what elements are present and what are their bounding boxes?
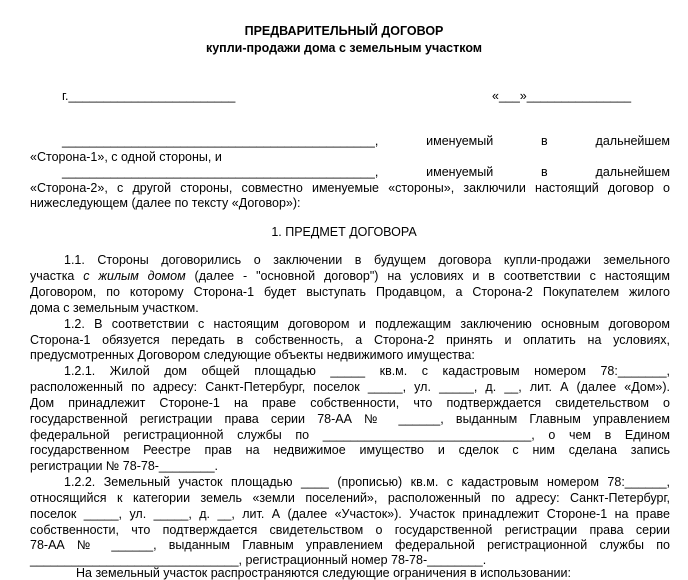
party2-cont2: нижеследующем (далее по тексту «Договор»):: [30, 196, 301, 210]
document-title: ПРЕДВАРИТЕЛЬНЫЙ ДОГОВОР: [244, 24, 444, 38]
date-field: «___»_______________: [492, 89, 632, 103]
clause-1-2-2-line1: 1.2.2. Земельный участок площадью ____ (прописью) кв.м. с кадастровым номером 78:______,: [64, 475, 670, 489]
clause-1-2-1-line3: Дом принадлежит Стороне-1 на праве собственности, что подтверждается свидетельством о: [30, 396, 670, 410]
clause-1-2-2-line2: относящийся к категории земель «земли поселений», расположенный по адресу: Санкт-Петербург,: [30, 491, 670, 505]
party1-cont: «Сторона-1», с одной стороны, и: [30, 150, 222, 164]
clause-1-2-1-line2: расположенный по адресу: Санкт-Петербург, поселок _____, ул. _____, д. __, лит. А (далее «Дом»).: [30, 380, 670, 394]
clause-1-1-line1: 1.1. Стороны договорились о заключении в будущем договора купли-продажи земельного: [64, 253, 670, 267]
clause-1-2-1-line5: федеральной регистрационной службы по ______________________________, о чем в Едином: [30, 428, 670, 442]
clause-1-2-line1: 1.2. В соответствии с настоящим договором и подлежащим заключению основным договором: [64, 317, 670, 331]
clause-1-1-line4: дома с земельным участком.: [30, 301, 199, 315]
clause-1-2-1-line6: государственном Реестре прав на недвижимое имущество и сделок с ним сделана запись: [30, 443, 670, 457]
party1-line: _____________________________________________, именуемый в дальнейшем: [62, 134, 670, 148]
clause-1-2-1-line7: регистрации № 78-78-________.: [30, 459, 219, 473]
clause-1-2-1-line4: государственной регистрации права серии 78-АА № ______, выданным Главным управлением: [30, 412, 670, 426]
clause-1-2-2-line6: ______________________________, регистрационный номер 78-78-________.: [30, 553, 487, 567]
section1-heading: 1. ПРЕДМЕТ ДОГОВОРА: [271, 225, 417, 239]
clause-1-2-3-partial: На земельный участок распространяются следующие ограничения в использовании:: [76, 566, 571, 580]
clause-1-2-2-line3: поселок _____, ул. _____, д. __, лит. А (далее «Участок»). Участок принадлежит Стороне-1 на праве: [30, 507, 670, 521]
clause-1-2-1-line1: 1.2.1. Жилой дом общей площадью _____ кв.м. с кадастровым номером 78:_______,: [64, 364, 670, 378]
clause-1-2-line3: предусмотренных Договором следующие объекты недвижимого имущества:: [30, 348, 475, 362]
document-subtitle: купли-продажи дома с земельным участком: [205, 41, 483, 55]
clause-1-2-line2: Сторона-1 обязуется передать в собственность, а Сторона-2 принять и оплатить на условиях,: [30, 333, 670, 347]
italic-phrase: с жилым домом: [83, 269, 186, 283]
clause-1-2-2-line5: 78-АА № ______, выданным Главным управлением федеральной регистрационной службы по: [30, 538, 670, 552]
party2-line: _____________________________________________, именуемый в дальнейшем: [62, 165, 670, 179]
clause-1-1-line3: Договором, по которому Сторона-1 будет выступать Продавцом, а Сторона-2 Покупателем жилого: [30, 285, 670, 299]
clause-1-2-2-line4: собственности, что подтверждается свидетельством о государственной регистрации права серии: [30, 523, 670, 537]
city-field: г.________________________: [62, 89, 236, 103]
clause-1-1-line2: участка с жилым домом (далее - "основной договор") на условиях и в соответствии с настоящим: [30, 269, 670, 283]
party2-cont: «Сторона-2», с другой стороны, совместно именуемые «стороны», заключили настоящий договор о: [30, 181, 670, 195]
